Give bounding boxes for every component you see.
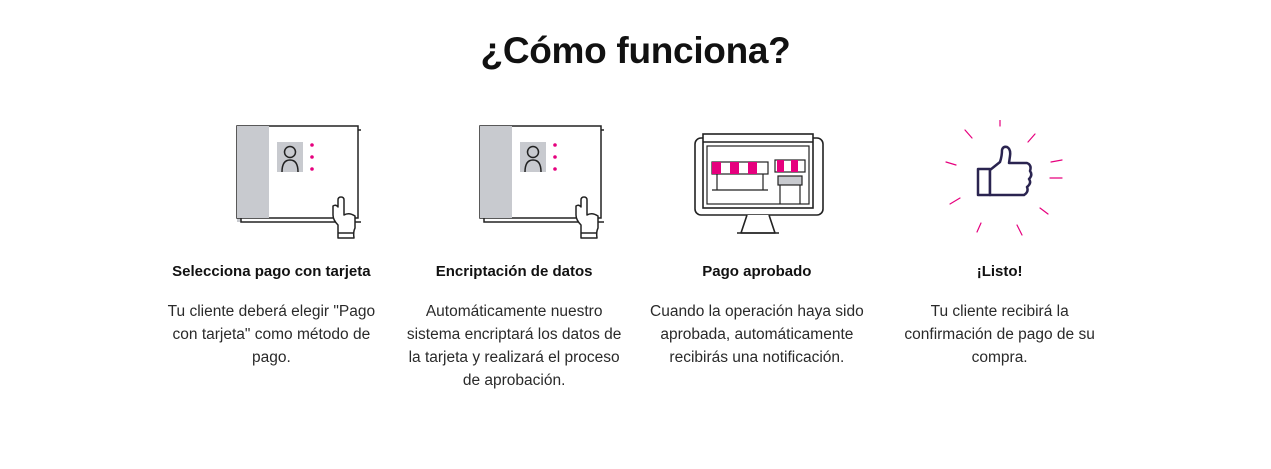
step-title: Selecciona pago con tarjeta — [172, 263, 371, 280]
step-description: Tu cliente deberá elegir "Pago con tarjeta" como método de pago. — [167, 303, 376, 366]
thumbs-up-icon — [910, 120, 1090, 245]
steps-row — [150, 120, 1121, 392]
step-title: ¡Listo! — [976, 263, 1023, 280]
step-description: Cuando la operación haya sido aprobada, automáticamente recibirás una notificación. — [650, 303, 864, 366]
step-description: Automáticamente nuestro sistema encriptará los datos de la tarjeta y realizará el proceso de aprobación. — [406, 303, 622, 389]
step-description: Tu cliente recibirá la confirmación de pago de su compra. — [904, 303, 1095, 366]
step-select-card — [150, 120, 393, 392]
step-done — [878, 120, 1121, 392]
card-encrypt-icon — [424, 120, 604, 245]
step-encryption — [393, 120, 636, 392]
step-approved — [636, 120, 879, 392]
store-monitor-icon — [667, 120, 847, 245]
card-select-icon — [181, 120, 361, 245]
section-title: ¿Cómo funciona? — [480, 30, 791, 71]
step-title: Pago aprobado — [702, 263, 812, 280]
step-title: Encriptación de datos — [435, 263, 593, 280]
